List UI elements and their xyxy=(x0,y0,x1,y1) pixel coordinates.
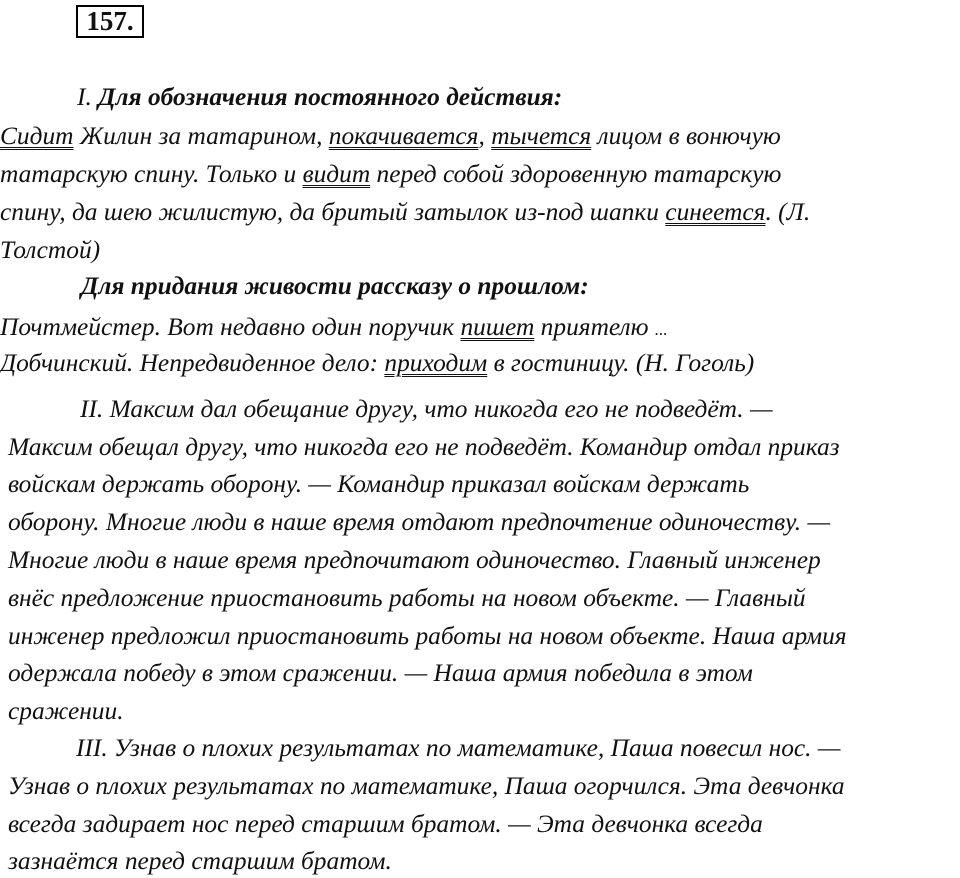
part3-line-3: всегда задирает нос перед старшим братом. — Эта девчонка всегда xyxy=(8,810,763,838)
text-fragment: татарскую спину. Только и xyxy=(0,160,303,188)
part3-line-1: III. Узнав о плохих результатах по математике, Паша повесил нос. — xyxy=(76,734,841,762)
predicate-sineetsya: синеется xyxy=(665,198,766,226)
predicate-vidit: видит xyxy=(302,160,371,188)
heading-constant-action: Для обозначения постоянного действия: xyxy=(98,83,563,111)
p1-line-2 xyxy=(0,159,781,189)
part2-line-4: оборону. Многие люди в наше время отдают предпочтение одиночеству. — xyxy=(8,508,831,536)
p2-line-1 xyxy=(0,312,668,345)
part2-line-1: II. Максим дал обещание другу, что никогда его не подведёт. — xyxy=(80,395,773,423)
text-fragment: спину, да шею жилистую, да бритый затылок из-под шапки xyxy=(0,198,666,226)
text-fragment: Почтмейстер. Вот недавно один поручик xyxy=(0,313,461,341)
part3-line-2: Узнав о плохих результатах по математике, Паша огорчился. Эта девчонка xyxy=(8,772,845,800)
text-fragment: приятелю xyxy=(534,313,655,341)
part2-line-6: внёс предложение приостановить работы на новом объекте. — Главный xyxy=(8,584,806,612)
part2-line-2: Максим обещал другу, что никогда его не подведёт. Командир отдал приказ xyxy=(8,433,840,461)
predicate-tychetsya: тычется xyxy=(491,122,592,150)
ellipsis: ... xyxy=(654,320,668,339)
exercise-number: 157. xyxy=(76,5,144,38)
part2-line-5: Многие люди в наше время предпочитают одиночество. Главный инженер xyxy=(8,546,821,574)
text-fragment: . (Л. xyxy=(765,198,811,226)
text-fragment: Жилин за татарином, xyxy=(73,122,329,150)
text-fragment: лицом в вонючую xyxy=(591,122,781,150)
predicate-sidit: Сидит xyxy=(0,122,74,150)
part1-roman: I. xyxy=(77,83,92,111)
part2-line-7: инженер предложил приостановить работы на новом объекте. Наша армия xyxy=(8,622,847,650)
part2-line-8: одержала победу в этом сражении. — Наша армия победила в этом xyxy=(8,659,753,687)
part3-line-4: зазнаётся перед старшим братом. xyxy=(8,847,392,875)
p1-line-1 xyxy=(0,121,781,151)
part1-heading xyxy=(77,82,562,112)
part2-line-3: войскам держать оборону. — Командир приказал войскам держать xyxy=(8,470,750,498)
p2-line-2 xyxy=(0,348,754,378)
part2-line-9: сражении. xyxy=(8,697,124,725)
text-fragment: перед собой здоровенную татарскую xyxy=(370,160,782,188)
p1-line-3 xyxy=(0,197,810,227)
text-fragment: , xyxy=(478,122,492,150)
p1-line-4: Толстой) xyxy=(0,236,101,264)
heading-liveliness: Для придания живости рассказу о прошлом: xyxy=(81,272,589,300)
text-fragment: в гостиницу. (Н. Гоголь) xyxy=(487,349,755,377)
text-fragment: Добчинский. Непредвиденное дело: xyxy=(0,349,385,377)
predicate-prikhodim: приходим xyxy=(384,349,488,377)
predicate-pokachivaetsya: покачивается xyxy=(328,122,479,150)
predicate-pishet: пишет xyxy=(460,313,535,341)
